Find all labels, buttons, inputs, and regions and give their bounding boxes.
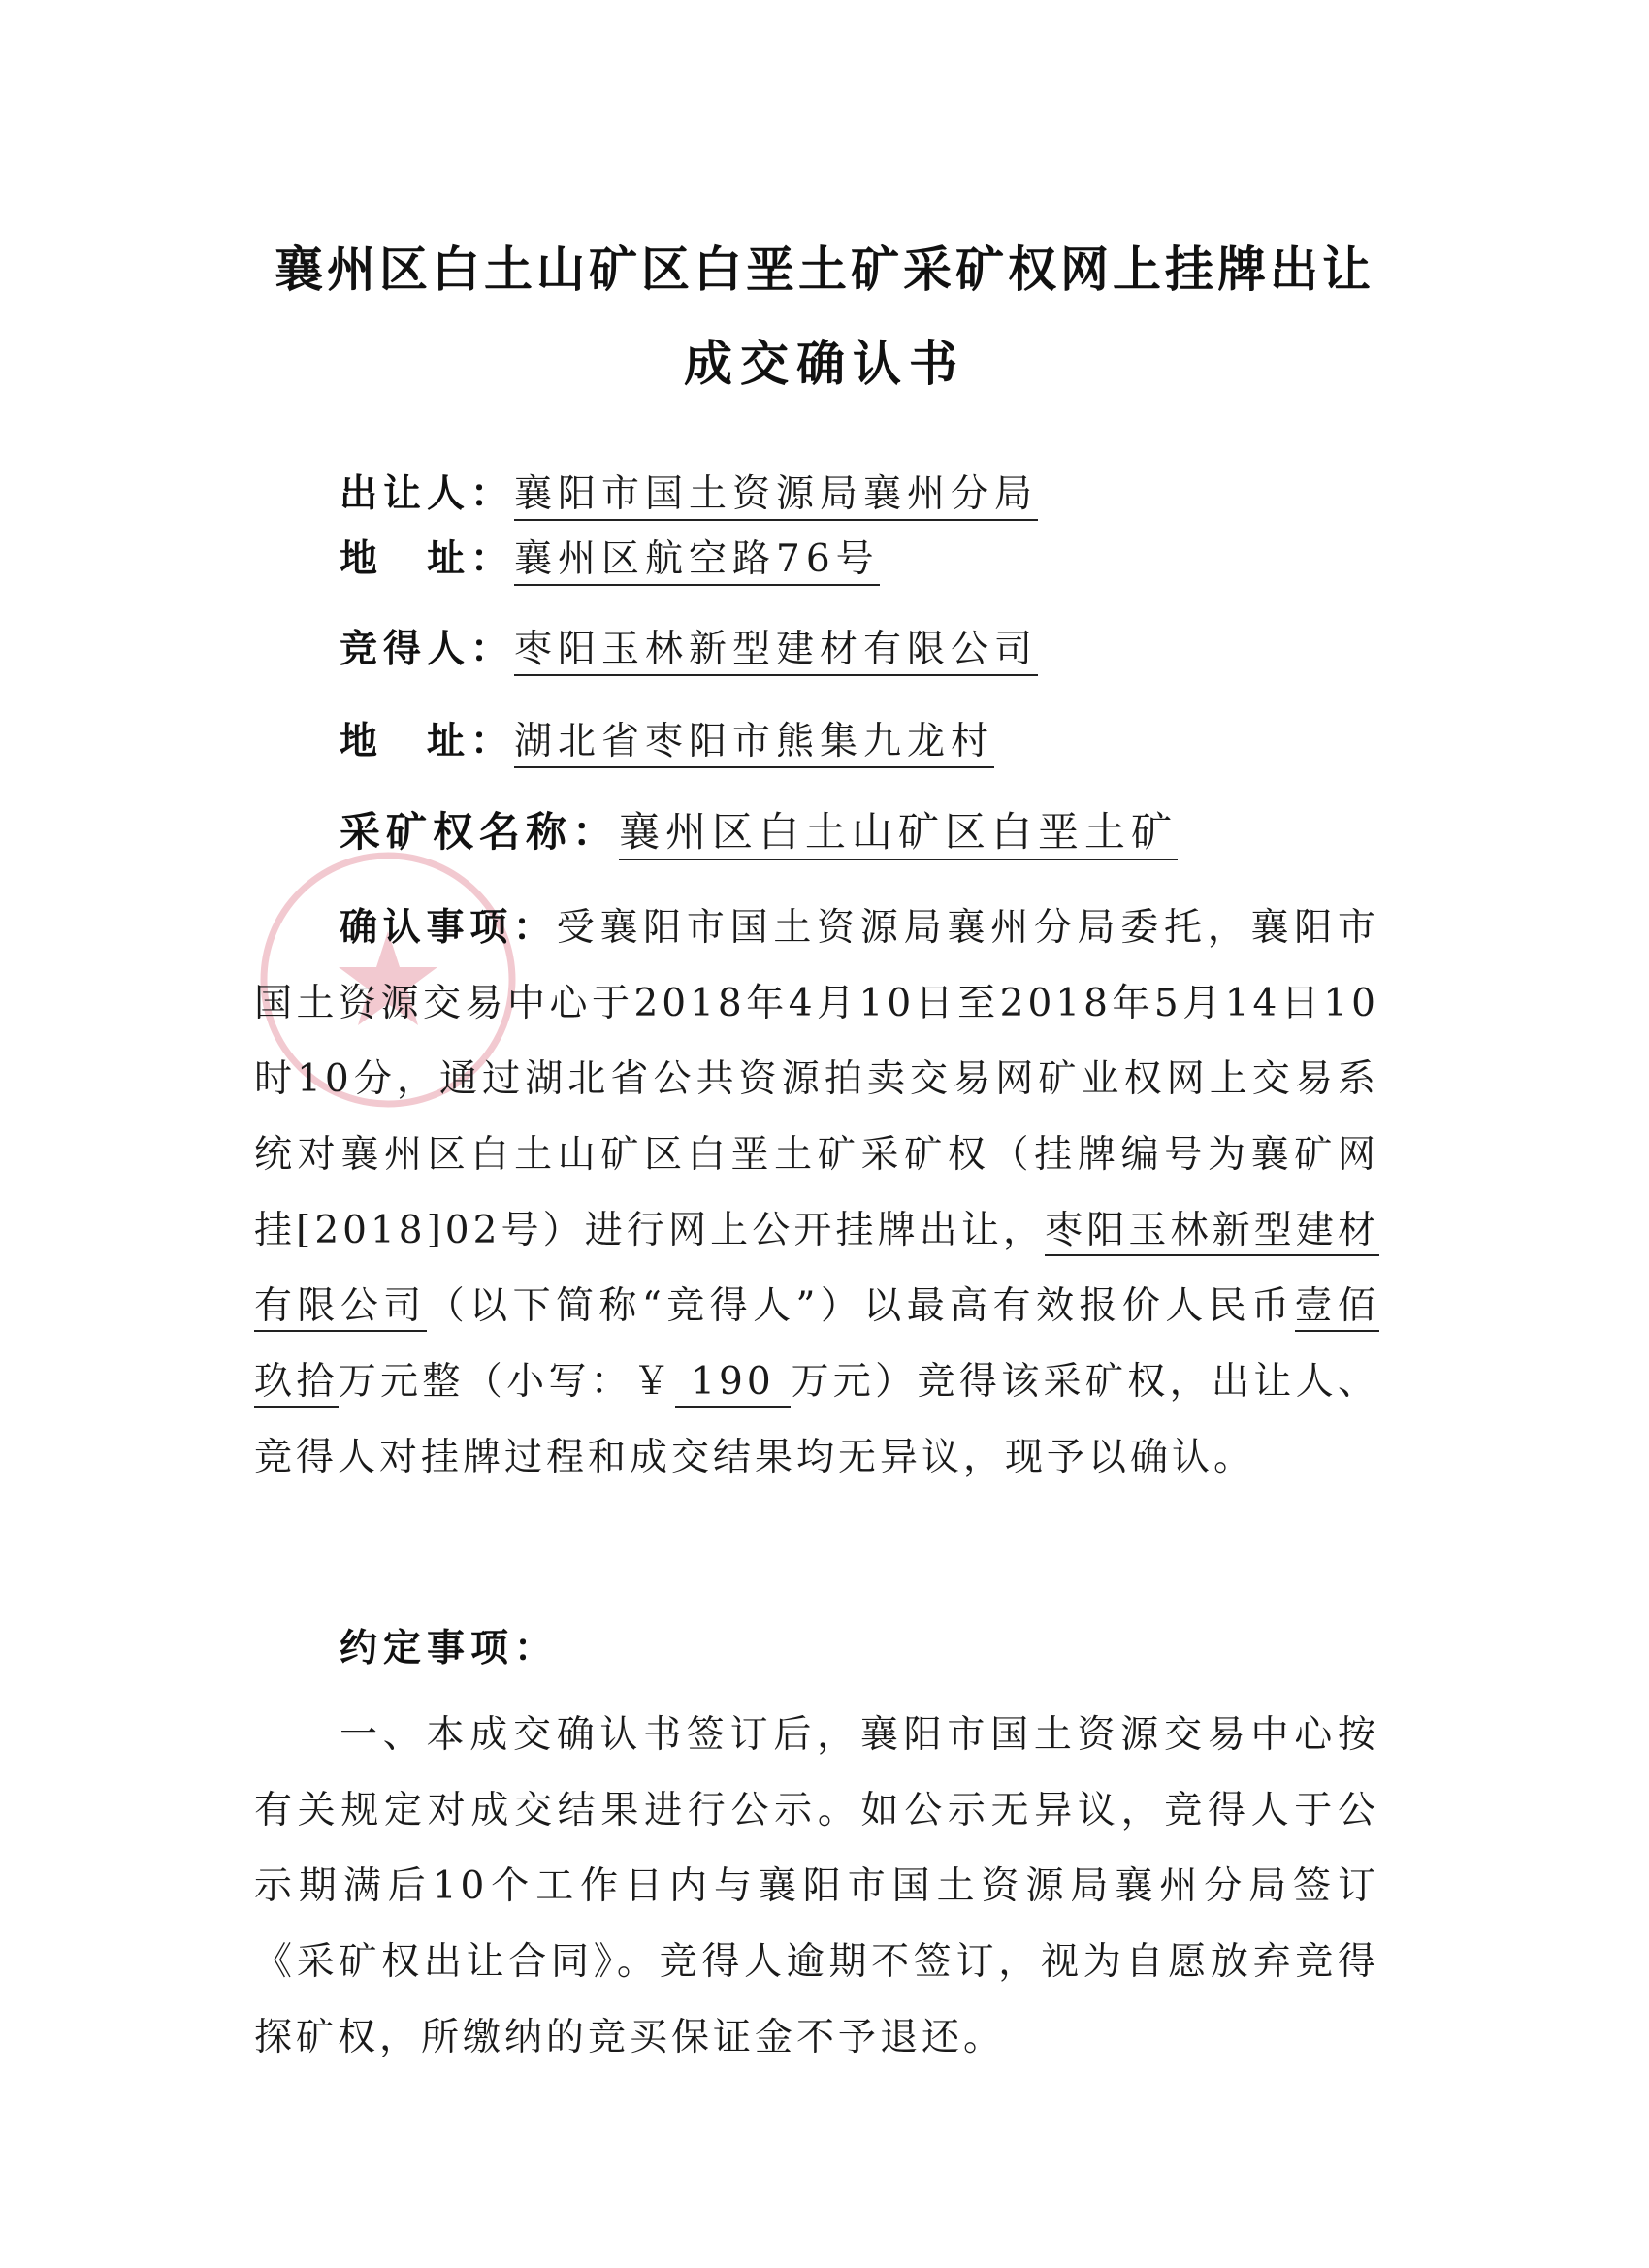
confirmation-amount-number: 190 bbox=[675, 1360, 792, 1408]
confirmation-label: 确认事项： bbox=[340, 906, 557, 950]
winner-field bbox=[340, 619, 1038, 673]
document-title-line1: 襄州区白土山矿区白垩土矿采矿权网上挂牌出让 bbox=[275, 242, 1374, 298]
transferor-label: 出让人： bbox=[340, 472, 515, 516]
winner-label: 竞得人： bbox=[340, 628, 515, 671]
agreement-item-1: 一、本成交确认书签订后，襄阳市国土资源交易中心按有关规定对成交结果进行公示。如公示无异议，竞得人于公示期满后10个工作日内与襄阳市国土资源局襄州分局签订《采矿权出让合同》。竞得人逾期不签订，视为自愿放弃竞得探矿权，所缴纳的竞买保证金不予退还。 bbox=[254, 1713, 1379, 2059]
confirmation-amount-words: 壹佰玖拾 bbox=[254, 1284, 1379, 1408]
confirmation-text-b: （以下简称“竞得人”）以最高有效报价人民币 bbox=[426, 1284, 1295, 1328]
confirmation-text-c: 万元整（小写：￥ bbox=[338, 1360, 675, 1404]
document-title-line2: 成交确认书 bbox=[684, 336, 965, 392]
confirmation-text-a: 受襄阳市国土资源局襄州分局委托，襄阳市国土资源交易中心于2018年4月10日至2018年5月14日10时10分，通过湖北省公共资源拍卖交易网矿业权网上交易系统对襄州区白土山矿区白垩土矿采矿权（挂牌编号为襄矿网挂[2018]02号）进行网上公开挂牌出让， bbox=[254, 906, 1379, 1252]
confirmation-text-d: 万元）竞得该采矿权，出让人、竞得人对挂牌过程和成交结果均无异议，现予以确认。 bbox=[254, 1360, 1379, 1479]
transferor-address-value: 襄州区航空路76号 bbox=[514, 537, 880, 586]
mining-right-name-value: 襄州区白土山矿区白垩土矿 bbox=[619, 808, 1178, 860]
transferor-address-field bbox=[340, 529, 880, 583]
transferor-value: 襄阳市国土资源局襄州分局 bbox=[514, 472, 1038, 521]
transferor-address-label: 地 址： bbox=[340, 537, 515, 581]
confirmation-company: 枣阳玉林新型建材有限公司 bbox=[254, 1209, 1379, 1332]
winner-address-value: 湖北省枣阳市熊集九龙村 bbox=[514, 720, 994, 768]
transferor-field bbox=[340, 464, 1038, 518]
confirmation-paragraph bbox=[254, 891, 1379, 1496]
winner-address-label: 地 址： bbox=[340, 720, 515, 763]
mining-right-name-label: 采矿权名称： bbox=[340, 808, 620, 856]
winner-address-field bbox=[340, 711, 994, 765]
agreement-heading: 约定事项： bbox=[340, 1627, 559, 1670]
mining-right-name-field bbox=[340, 800, 1178, 859]
winner-value: 枣阳玉林新型建材有限公司 bbox=[514, 628, 1038, 676]
